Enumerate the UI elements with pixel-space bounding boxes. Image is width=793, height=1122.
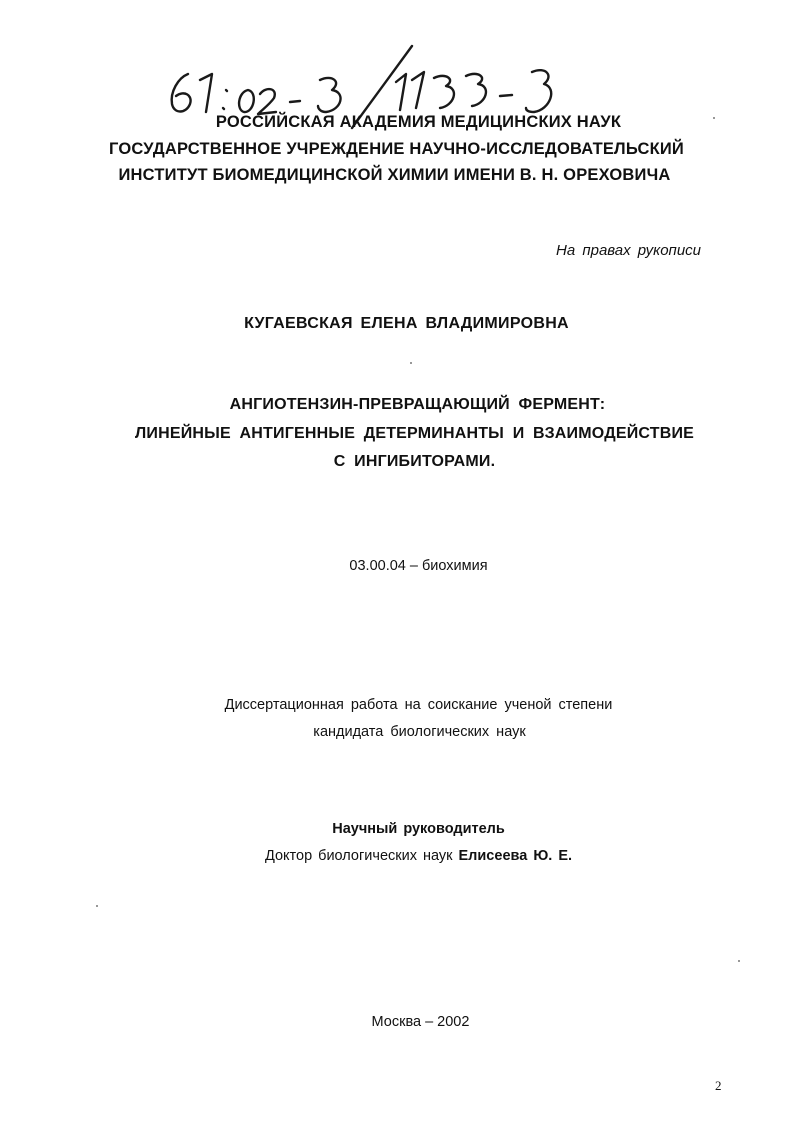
header-institute-name: ИНСТИТУТ БИОМЕДИЦИНСКОЙ ХИМИИ ИМЕНИ В. Н. ОРЕХОВИЧА: [118, 166, 671, 184]
supervisor-label: Научный руководитель: [332, 821, 505, 837]
thesis-title-line-2: ЛИНЕЙНЫЕ АНТИГЕННЫЕ ДЕТЕРМИНАНТЫ И ВЗАИМОДЕЙСТВИЕ: [134, 425, 695, 442]
scan-speck: [410, 362, 412, 364]
supervisor-line: [22, 848, 793, 864]
author-name: КУГАЕВСКАЯ ЕЛЕНА ВЛАДИМИРОВНА: [244, 315, 569, 332]
supervisor-degree: Доктор биологических наук: [264, 848, 453, 864]
city-year: Москва – 2002: [371, 1014, 470, 1030]
page-number: 2: [715, 1078, 722, 1093]
specialty-code: 03.00.04 – биохимия: [349, 558, 488, 574]
header-institution-type: ГОСУДАРСТВЕННОЕ УЧРЕЖДЕНИЕ НАУЧНО-ИССЛЕДОВАТЕЛЬСКИЙ: [109, 140, 684, 158]
rights-note: На правах рукописи: [556, 242, 701, 259]
thesis-title-line-1: АНГИОТЕНЗИН-ПРЕВРАЩАЮЩИЙ ФЕРМЕНТ:: [229, 396, 606, 413]
dissertation-line-2: кандидата биологических наук: [313, 724, 526, 740]
header-academy: РОССИЙСКАЯ АКАДЕМИЯ МЕДИЦИНСКИХ НАУК: [215, 113, 622, 131]
thesis-title-line-3: С ИНГИБИТОРАМИ.: [333, 453, 496, 470]
dissertation-line-1: Диссертационная работа на соискание ученой степени: [224, 697, 613, 713]
scan-speck: [713, 117, 715, 119]
scan-speck: [738, 960, 740, 962]
supervisor-name: Елисеева Ю. Е.: [458, 848, 573, 864]
scan-speck: [96, 905, 98, 907]
